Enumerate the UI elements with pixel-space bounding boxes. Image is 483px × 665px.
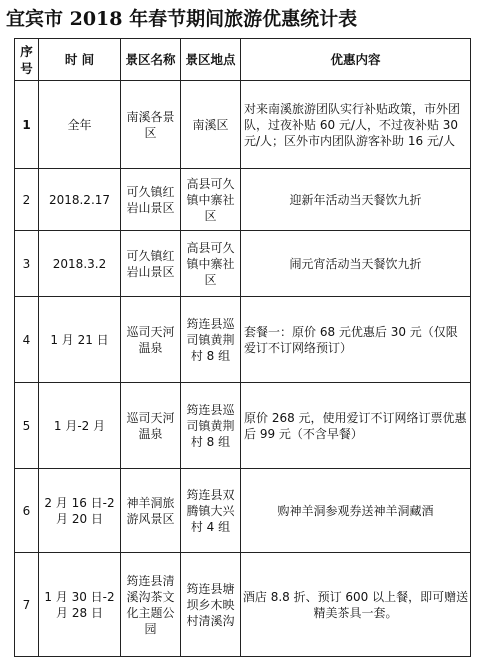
header-time: 时 间 xyxy=(39,39,121,81)
cell-offer: 套餐一：原价 68 元优惠后 30 元（仅限爱订不订网络预订） xyxy=(241,297,471,383)
cell-scenic: 巡司天河温泉 xyxy=(121,383,181,469)
table-row xyxy=(15,469,471,553)
cell-scenic: 巡司天河温泉 xyxy=(121,297,181,383)
cell-time: 2018.2.17 xyxy=(39,169,121,231)
cell-time: 1 月 21 日 xyxy=(39,297,121,383)
cell-seq: 1 xyxy=(15,81,39,169)
cell-offer: 酒店 8.8 折、预订 600 以上餐，即可赠送精美茶具一套。 xyxy=(241,553,471,657)
table-row xyxy=(15,81,471,169)
cell-time: 1 月 30 日-2 月 28 日 xyxy=(39,553,121,657)
cell-offer: 对来南溪旅游团队实行补贴政策，市外团队，过夜补贴 60 元/人，不过夜补贴 30 元/人；区外市内团队游客补助 16 元/人 xyxy=(241,81,471,169)
cell-location: 高县可久镇中寨社区 xyxy=(181,169,241,231)
cell-offer: 原价 268 元，使用爱订不订网络订票优惠后 99 元（不含早餐） xyxy=(241,383,471,469)
cell-seq: 5 xyxy=(15,383,39,469)
table-row xyxy=(15,297,471,383)
cell-location: 筠连县巡司镇黄荆村 8 组 xyxy=(181,383,241,469)
header-seq: 序号 xyxy=(15,39,39,81)
page-title: 宜宾市 2018 年春节期间旅游优惠统计表 xyxy=(6,8,358,30)
cell-scenic: 筠连县清溪沟茶文化主题公园 xyxy=(121,553,181,657)
cell-scenic: 可久镇红岩山景区 xyxy=(121,169,181,231)
cell-seq: 3 xyxy=(15,231,39,297)
table-row xyxy=(15,553,471,657)
cell-seq: 4 xyxy=(15,297,39,383)
cell-location: 南溪区 xyxy=(181,81,241,169)
header-offer: 优惠内容 xyxy=(241,39,471,81)
cell-seq: 6 xyxy=(15,469,39,553)
header-scenic: 景区名称 xyxy=(121,39,181,81)
cell-seq: 7 xyxy=(15,553,39,657)
cell-location: 高县可久镇中寨社区 xyxy=(181,231,241,297)
cell-seq: 2 xyxy=(15,169,39,231)
cell-time: 全年 xyxy=(39,81,121,169)
table-row xyxy=(15,231,471,297)
cell-offer: 闹元宵活动当天餐饮九折 xyxy=(241,231,471,297)
header-location: 景区地点 xyxy=(181,39,241,81)
cell-scenic: 南溪各景区 xyxy=(121,81,181,169)
cell-offer: 购神羊洞参观券送神羊洞藏酒 xyxy=(241,469,471,553)
table-row xyxy=(15,169,471,231)
cell-time: 1 月-2 月 xyxy=(39,383,121,469)
cell-location: 筠连县双腾镇大兴村 4 组 xyxy=(181,469,241,553)
cell-time: 2018.3.2 xyxy=(39,231,121,297)
cell-location: 筠连县塘坝乡木映村清溪沟 xyxy=(181,553,241,657)
cell-offer: 迎新年活动当天餐饮九折 xyxy=(241,169,471,231)
header-row xyxy=(15,39,471,81)
table-row xyxy=(15,383,471,469)
cell-location: 筠连县巡司镇黄荆村 8 组 xyxy=(181,297,241,383)
cell-scenic: 可久镇红岩山景区 xyxy=(121,231,181,297)
cell-time: 2 月 16 日-2 月 20 日 xyxy=(39,469,121,553)
discount-table xyxy=(14,38,471,657)
cell-scenic: 神羊洞旅游风景区 xyxy=(121,469,181,553)
